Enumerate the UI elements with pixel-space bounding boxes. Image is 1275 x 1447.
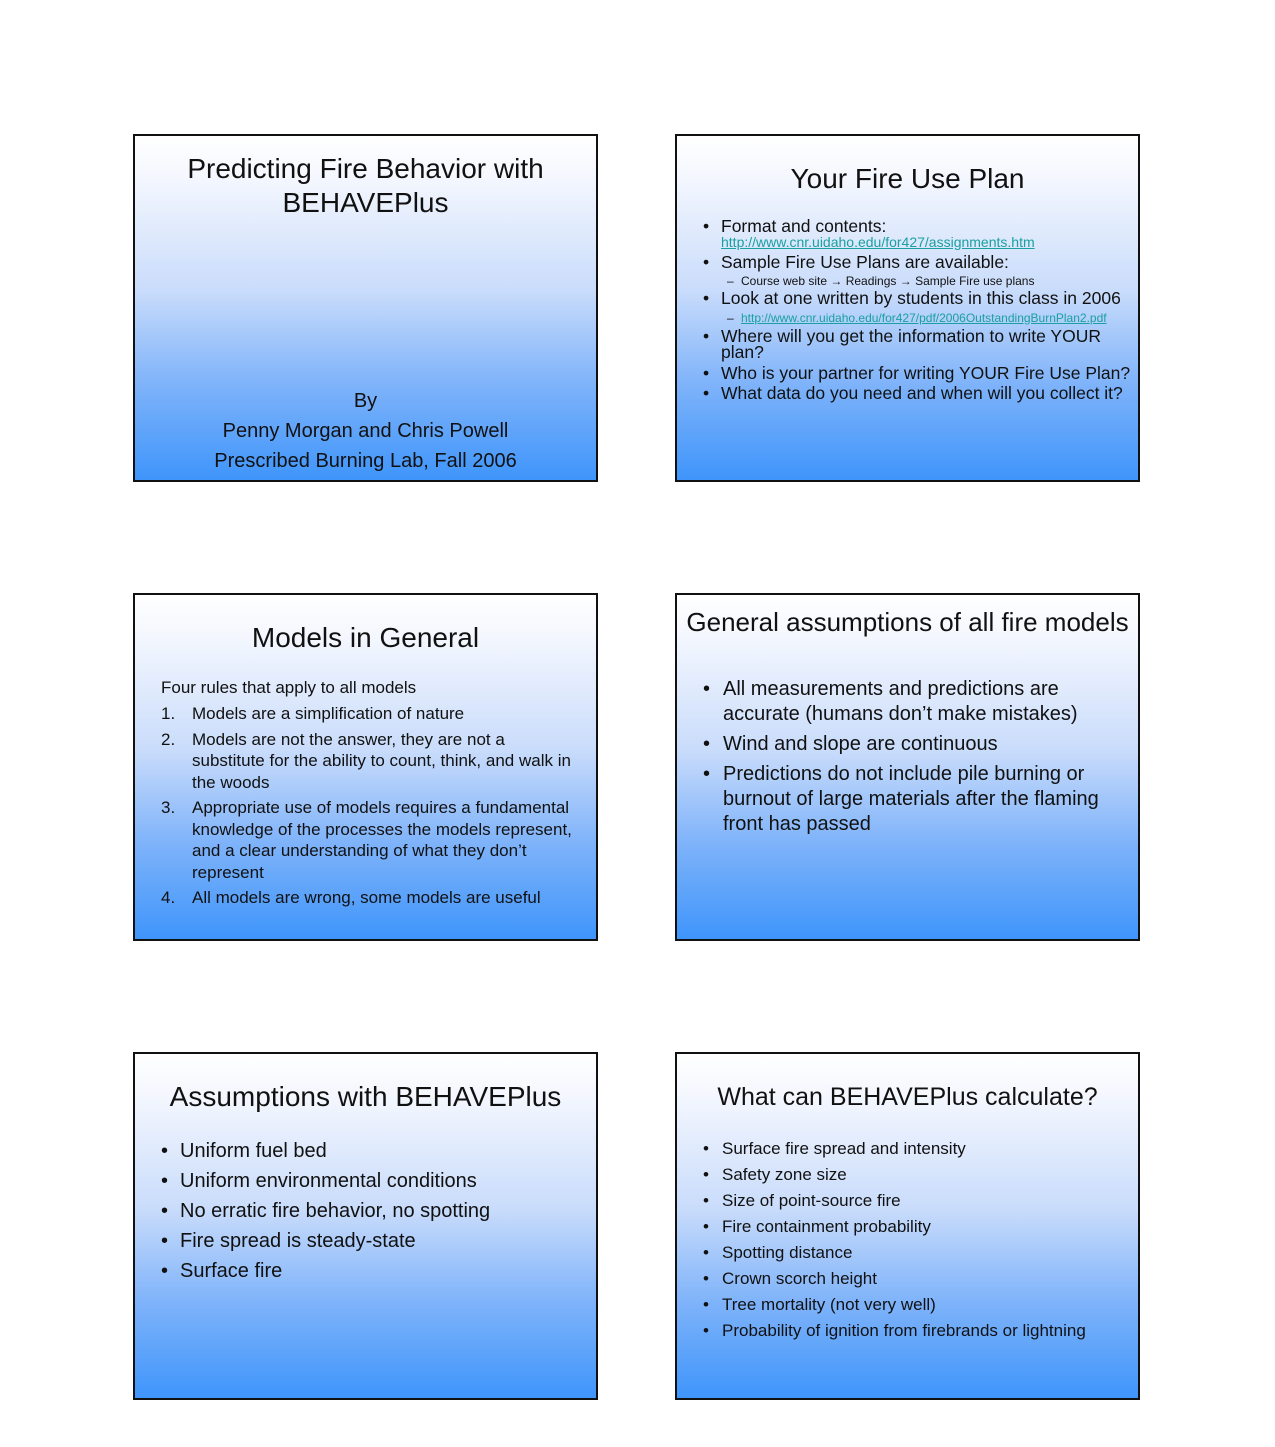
sub-bullet-item [727,311,1136,326]
slide-behaveplus-assumptions [133,1052,598,1400]
assignments-link[interactable]: http://www.cnr.uidaho.edu/for427/assignments.htm [721,233,1035,250]
intro-text: Four rules that apply to all models [161,678,417,697]
bullet-item: • Look at one written by students in this class in 2006 [703,290,1136,307]
list-item: 2. Models are not the answer, they are not a substitute for the ability to count, think, and walk in the woods [161,729,571,792]
slide-title [133,134,598,482]
bullet-item: • Uniform environmental conditions [161,1166,576,1196]
bullet-item: • No erratic fire behavior, no spotting [161,1196,576,1226]
slide-models-in-general [133,593,598,941]
course: Prescribed Burning Lab, Fall 2006 [214,450,517,472]
bullet-item: • Who is your partner for writing YOUR Fire Use Plan? [703,365,1136,382]
bullet-list [703,1136,1128,1344]
bullet-item: • Predictions do not include pile burning or burnout of large materials after the flaming front has passed [703,762,1118,837]
slide-title-heading: What can BEHAVEPlus calculate? [717,1083,1098,1111]
slide-fire-use-plan [675,134,1140,482]
byline [135,386,596,476]
slide-title-heading: Your Fire Use Plan [790,163,1025,194]
bullet-item: • Fire containment probability [703,1214,1128,1240]
bullet-item: • Spotting distance [703,1240,1128,1266]
bullet-item: • Uniform fuel bed [161,1136,576,1166]
bullet-item: • Probability of ignition from firebrands or lightning [703,1318,1128,1344]
slide-title-heading: Models in General [251,622,480,653]
bullet-item: • Surface fire [161,1256,576,1286]
bullet-item: • Where will you get the information to write YOUR plan? [703,328,1136,361]
slide-title-heading: Assumptions with BEHAVEPlus [169,1081,562,1112]
bullet-list [161,1136,576,1286]
burn-plan-pdf-link[interactable]: http://www.cnr.uidaho.edu/for427/pdf/2006OutstandingBurnPlan2.pdf [741,310,1107,325]
bullet-item: • Fire spread is steady-state [161,1226,576,1256]
bullet-list [703,218,1136,406]
numbered-list [161,703,576,913]
bullet-item: • What data do you need and when will you collect it? [703,385,1136,402]
bullet-list [703,677,1118,842]
list-item: 1. Models are a simplification of nature [161,704,465,723]
bullet-item: • Sample Fire Use Plans are available: [703,254,1136,271]
bullet-item: • Tree mortality (not very well) [703,1292,1128,1318]
slide-title-heading: General assumptions of all fire models [686,607,1129,637]
bullet-item: • Surface fire spread and intensity [703,1136,1128,1162]
by-label: By [353,390,378,412]
bullet-item: • All measurements and predictions are accurate (humans don’t make mistakes) [703,677,1118,727]
slide-general-assumptions [675,593,1140,941]
bullet-item: • Wind and slope are continuous [703,732,1118,757]
authors: Penny Morgan and Chris Powell [222,420,509,442]
list-item: 3. Appropriate use of models requires a fundamental knowledge of the processes the models represent, and a clear understanding of what they don’t represent [161,798,572,882]
slide-behaveplus-calculate [675,1052,1140,1400]
bullet-item: • Size of point-source fire [703,1188,1128,1214]
sub-bullet-item: – Course web site → Readings → Sample Fire use plans [727,274,1136,288]
bullet-item: • Safety zone size [703,1162,1128,1188]
slide-title-heading: Predicting Fire Behavior with BEHAVEPlus [187,153,544,218]
list-item: 4. All models are wrong, some models are useful [161,888,541,907]
bullet-item: • Crown scorch height [703,1266,1128,1292]
bullet-item: • Format and contents: http://www.cnr.uidaho.edu/for427/assignments.htm [703,218,1136,250]
